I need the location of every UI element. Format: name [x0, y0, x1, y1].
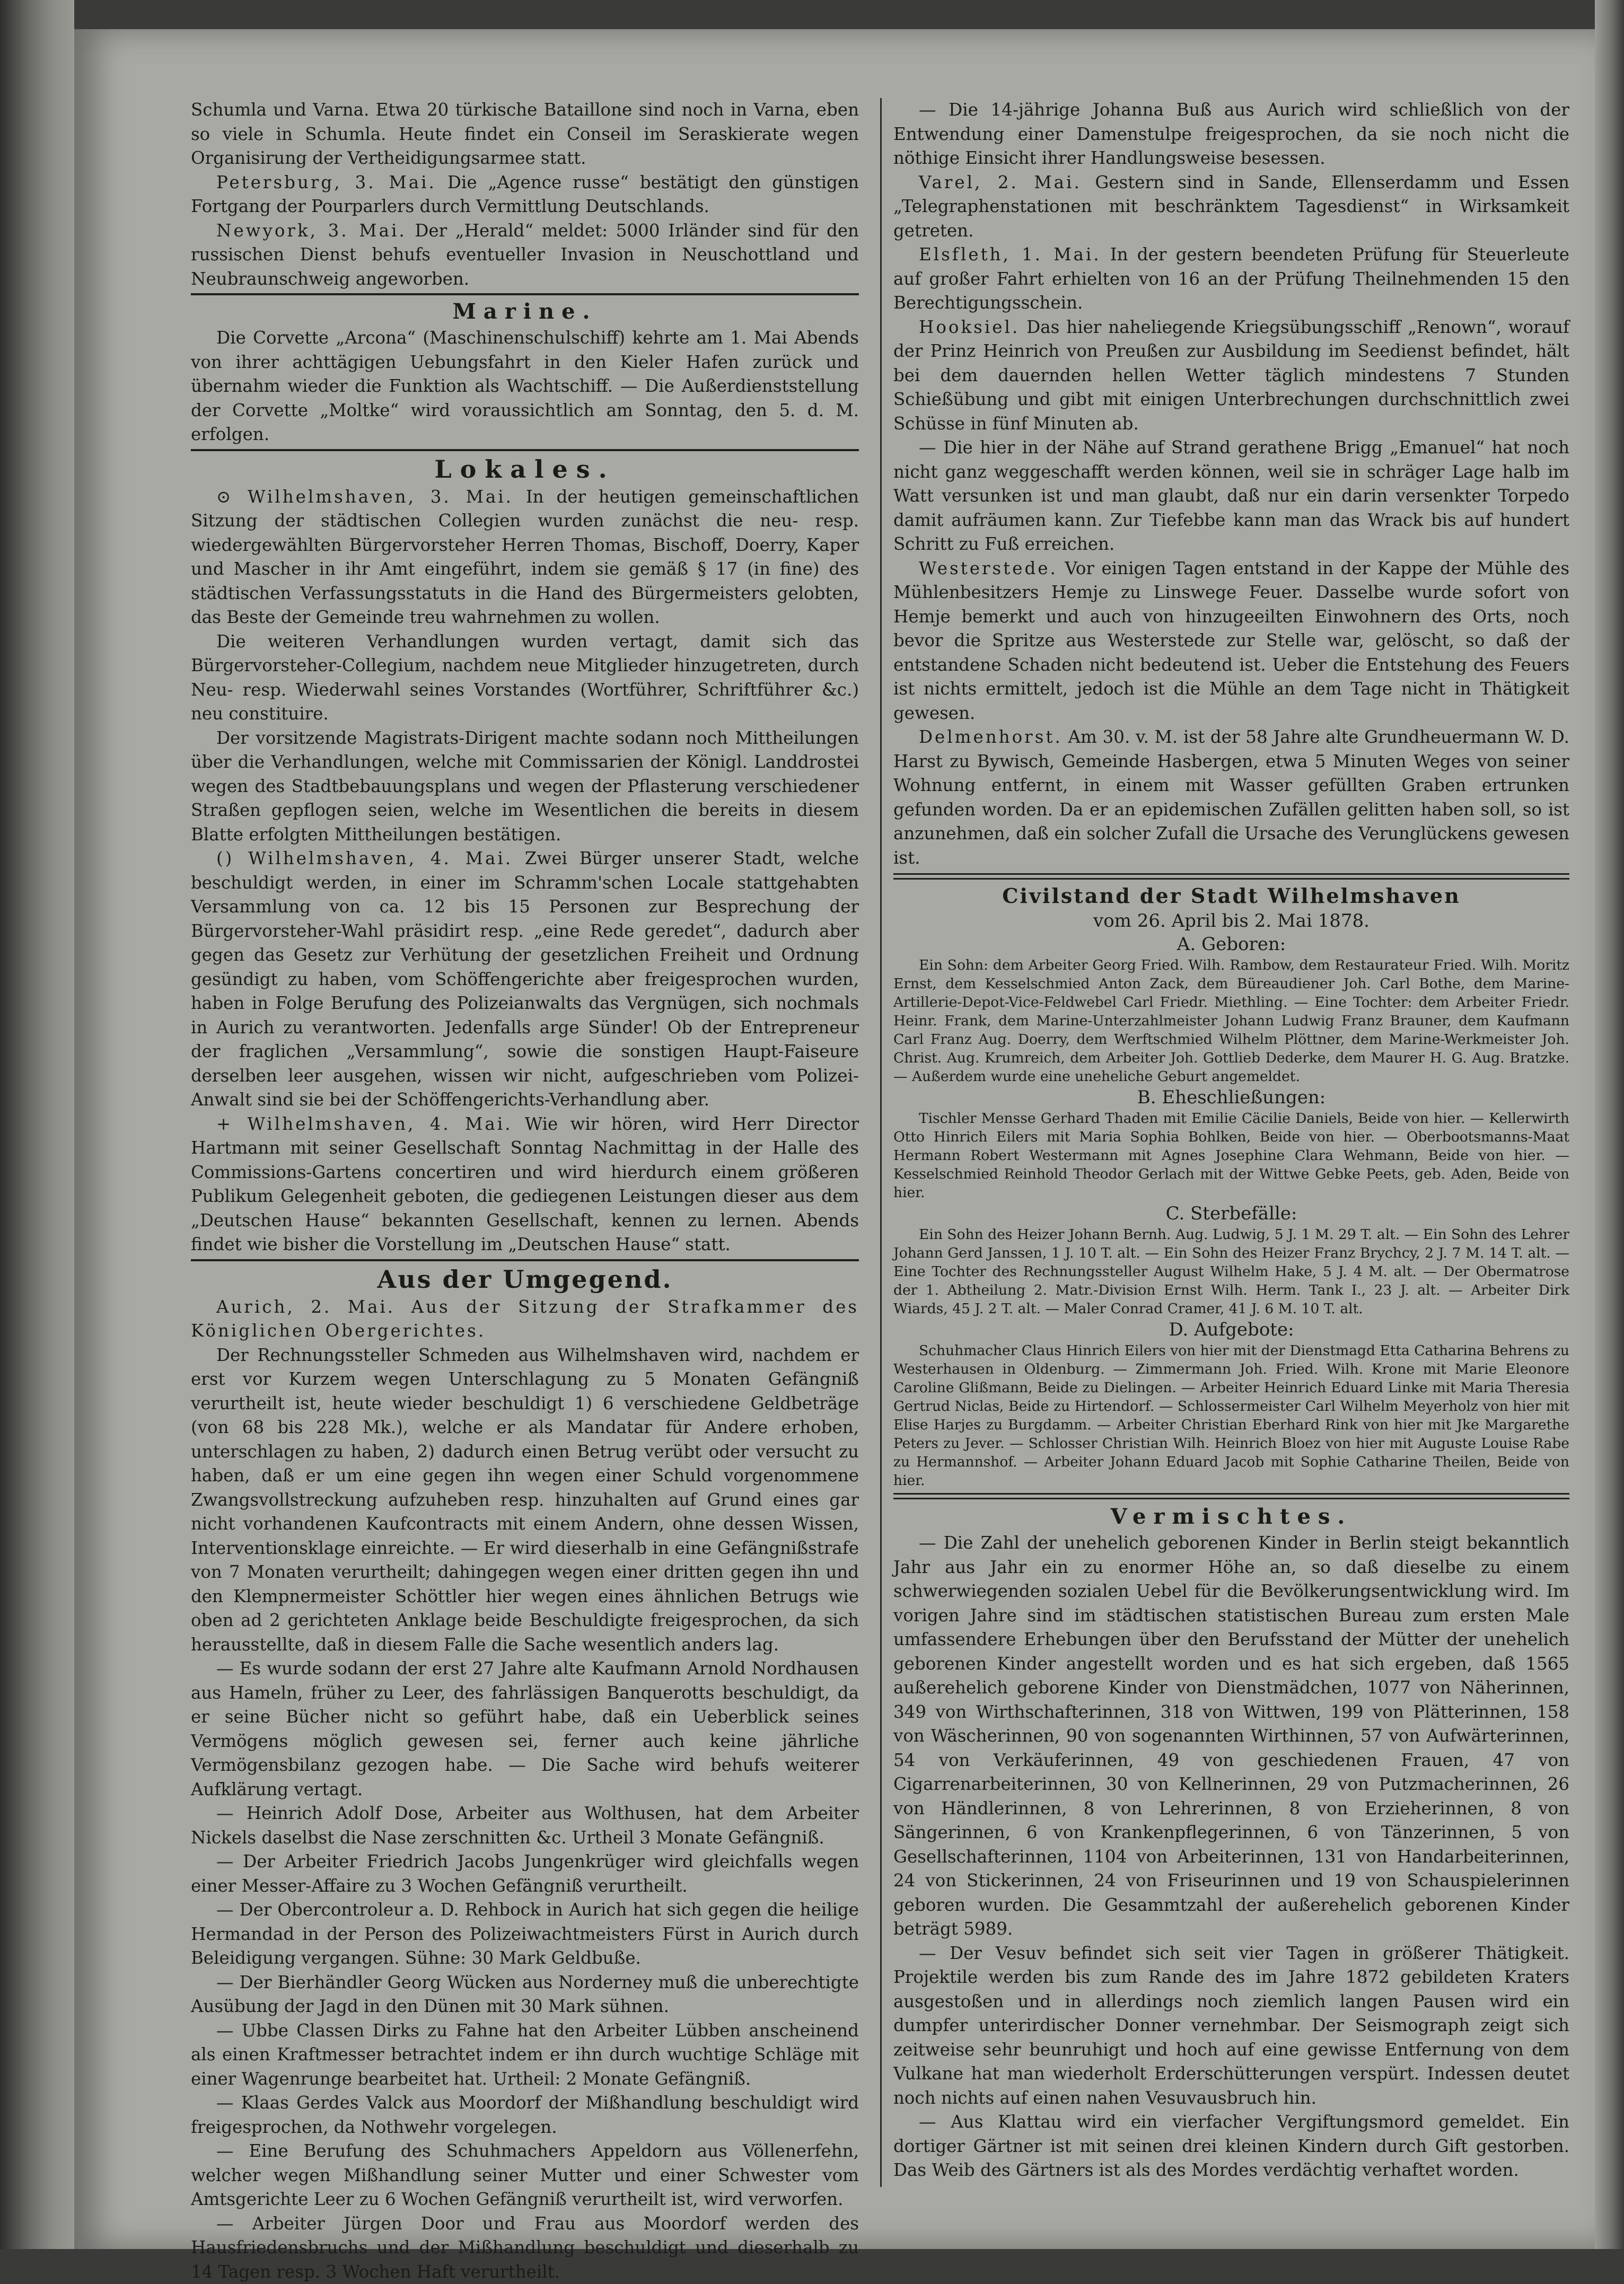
article-paragraph	[191, 1112, 859, 1257]
section-rule	[893, 873, 1569, 880]
article-paragraph: — Heinrich Adolf Dose, Arbeiter aus Wolthusen, hat dem Arbeiter Nickels daselbst die Nase zerschnitten &c. Urtheil 3 Monate Gefängniß.	[191, 1802, 859, 1850]
article-paragraph	[893, 171, 1569, 243]
article-text: In der heutigen gemeinschaftlichen Sitzung der städtischen Collegien wurden zunächst die neu- resp. wiedergewählten Bürgervorsteher Herren Thomas, Bischoff, Doerry, Kaper und Mascher in ihr Amt eingeführt, indem sie gemäß § 17 (in fine) des städtischen Verfassungsstatuts in die Hand des Bürgermeisters gelobten, das Beste der Gemeinde treu wahrnehmen zu wollen.	[191, 487, 859, 628]
section-heading-umgegend: Aus der Umgegend.	[191, 1263, 859, 1295]
dateline: Hooksiel.	[919, 317, 1020, 337]
dateline: Aurich, 2. Mai.	[216, 1297, 395, 1317]
article-text: Aus der Sitzung der Strafkammer des Königlichen Obergerichtes.	[191, 1297, 859, 1341]
right-column	[893, 98, 1569, 2183]
civil-subheading-banns: D. Aufgebote:	[893, 1318, 1569, 1341]
section-heading-marine: Marine.	[191, 297, 859, 326]
article-paragraph: Der Rechnungssteller Schmeden aus Wilhelmshaven wird, nachdem er erst vor Kurzem wegen Unterschlagung zu 5 Monaten Gefängniß verurtheilt ist, heute wieder beschuldigt 1) 6 verschiedene Geldbeträge (von 68 bis 228 Mk.), welche er als Mandatar für Andere erhoben, unterschlagen zu haben, 2) dadurch einen Betrug verübt oder versucht zu haben, daß er um eine gegen ihn wegen einer Schuld vorgenommene Zwangsvollstreckung aufzuheben resp. hinzuhalten auf Grund eines gar nicht vorhandenen Kaufcontracts mit einem Andern, ohne dessen Wissen, Interventionsklage einreichte. — Er wird dieserhalb in eine Gefängnißstrafe von 7 Monaten verurtheilt; dahingegen wegen einer dritten gegen ihn und den Klempnermeister Schöttler hier wegen eines ähnlichen Betrugs wie oben ad 2 gerichteten Anklage beide Beschuldigte freigesprochen, da sich herausstellte, daß in diesem Falle die Sache wesentlich anders lag.	[191, 1343, 859, 1657]
article-paragraph	[893, 725, 1569, 870]
article-paragraph: — Der Vesuv befindet sich seit vier Tagen in größerer Thätigkeit. Projektile werden bis zum Rande des im Jahre 1872 gebildeten Kraters ausgestoßen und in allerdings noch ziemlich langen Pausen wird ein dumpfer unterirdischer Donner vernehmbar. Der Seismograph zeigt sich zeitweise sehr beunruhigt und hoch auf eine gewisse Entfernung von dem Vulkane hat man wiederholt Erderschütterungen verspürt. Indessen deutet noch nichts auf einen nahen Vesuvausbruch hin.	[893, 1942, 1569, 2111]
section-heading-vermischtes: Vermischtes.	[893, 1503, 1569, 1531]
article-paragraph: Die Corvette „Arcona“ (Maschinenschulschiff) kehrte am 1. Mai Abends von ihrer achttägigen Uebungsfahrt in den Kieler Hafen zurück und übernahm wieder die Funktion als Wachtschiff. — Die Außerdienststellung der Corvette „Moltke“ wird voraussichtlich am Sonntag, den 5. d. M. erfolgen.	[191, 326, 859, 447]
article-paragraph: — Aus Klattau wird ein vierfacher Vergiftungsmord gemeldet. Ein dortiger Gärtner ist mit seinen drei kleinen Kindern durch Gift gestorben. Das Weib des Gärtners ist als des Mordes verdächtig verhaftet worden.	[893, 2110, 1569, 2183]
civil-entry-text: Ein Sohn des Heizer Johann Bernh. Aug. Ludwig, 5 J. 1 M. 29 T. alt. — Ein Sohn des Lehrer Johann Gerd Janssen, 1 J. 10 T. alt. — Ein Sohn des Heizer Franz Brychcy, 2 J. 7 M. 14 T. alt. — Eine Tochter des Rechnungssteller August Wilhelm Hake, 5 J. 4 M. alt. — Der Obermatrose der 1. Abtheilung 2. Matr.-Division Ernst Wilh. Herm. Tank I., 23 J. alt. — Arbeiter Dirk Wiards, 45 J. 2 T. alt. — Maler Conrad Cramer, 41 J. 6 M. 10 T. alt.	[893, 1225, 1569, 1318]
dateline: Petersburg, 3. Mai.	[216, 172, 436, 192]
article-text: Der „Herald“ meldet: 5000 Irländer sind für den russischen Dienst behufs eventueller Invasion in Neuschottland und Neubraunschweig angeworben.	[191, 221, 859, 289]
dateline: Elsfleth, 1. Mai.	[919, 244, 1101, 265]
article-paragraph: — Der Arbeiter Friedrich Jacobs Jungenkrüger wird gleichfalls wegen einer Messer-Affaire zu 3 Wochen Gefängniß verurtheilt.	[191, 1850, 859, 1898]
article-paragraph	[893, 315, 1569, 436]
article-text: In der gestern beendeten Prüfung für Steuerleute auf großer Fahrt erhielten von 16 an der Prüfung Theilnehmenden 15 den Berechtigungsschein.	[893, 244, 1569, 313]
article-paragraph	[191, 171, 859, 219]
article-text: Gestern sind in Sande, Ellenserdamm und Essen „Telegraphenstationen mit beschränktem Tagesdienst“ in Wirksamkeit getreten.	[893, 172, 1569, 241]
article-paragraph: Schumla und Varna. Etwa 20 türkische Bataillone sind noch in Varna, eben so viele in Schumla. Heute findet ein Conseil im Seraskierate wegen Organisirung der Vertheidigungsarmee statt.	[191, 98, 859, 171]
article-paragraph: — Klaas Gerdes Valck aus Moordorf der Mißhandlung beschuldigt wird freigesprochen, da Nothwehr vorgelegen.	[191, 2091, 859, 2139]
left-column	[191, 98, 859, 2284]
article-paragraph	[191, 219, 859, 292]
article-text: Das hier naheliegende Kriegsübungsschiff „Renown“, worauf der Prinz Heinrich von Preußen zur Ausbildung im Seedienst befindet, hält bei dem dauernden hellen Wetter täglich mindestens 7 Stunden Schießübung und gibt mit einigen Unterbrechungen durchschnittlich zwei Schüsse in fünf Minuten ab.	[893, 317, 1569, 434]
dateline: + Wilhelmshaven, 4. Mai.	[216, 1114, 512, 1134]
dateline: Delmenhorst.	[919, 727, 1063, 747]
newspaper-page	[74, 29, 1595, 2249]
column-rule	[880, 98, 882, 2187]
section-rule	[191, 293, 859, 295]
civil-entry-text: Tischler Mensse Gerhard Thaden mit Emilie Cäcilie Daniels, Beide von hier. — Kellerwirth Otto Hinrich Eilers mit Maria Sophia Bohlken, Beide von hier. — Oberbootsmanns-Maat Hermann Robert Westermann mit Agnes Josephine Clara Wehmann, Beide von hier. — Kesselschmied Reinhold Theodor Gerlach mit der Wittwe Gebke Peets, geb. Aden, Beide von hier.	[893, 1109, 1569, 1202]
civil-subheading-deaths: C. Sterbefälle:	[893, 1202, 1569, 1225]
article-paragraph	[893, 243, 1569, 315]
civil-entry-text: Schuhmacher Claus Hinrich Eilers von hier mit der Dienstmagd Etta Catharina Behrens zu Westerhausen in Oldenburg. — Zimmermann Joh. Fried. Wilh. Krone mit Marie Eleonore Caroline Glißmann, Beide zu Dielingen. — Arbeiter Heinrich Eduard Linke mit Maria Theresia Gertrud Niclas, Beide zu Hirtendorf. — Schlossermeister Carl Wilhelm Meyerholz von hier mit Elise Harjes zu Burgdamm. — Arbeiter Christian Eberhard Rink von hier mit Jke Margarethe Peters zu Jever. — Schlosser Christian Wilh. Heinrich Bloez von hier mit Auguste Louise Rabe zu Hermannshof. — Arbeiter Johann Eduard Jacob mit Sophie Catharine Theilen, Beide von hier.	[893, 1341, 1569, 1490]
civil-entry-text: Ein Sohn: dem Arbeiter Georg Fried. Wilh. Rambow, dem Restaurateur Fried. Wilh. Moritz Ernst, dem Kesselschmied Anton Zack, dem Büreaudiener Joh. Carl Bothe, dem Marine-Artillerie-Depot-Vice-Feldwebel Carl Friedr. Miethling. — Eine Tochter: dem Arbeiter Friedr. Heinr. Frank, dem Marine-Unterzahlmeister Johann Ludwig Franz Brauner, dem Kaufmann Carl Franz Aug. Doerry, dem Werftschmied Wilhelm Plöttner, dem Marine-Werkmeister Joh. Christ. Aug. Krumreich, dem Arbeiter Joh. Gottlieb Dederke, dem Maurer H. G. Aug. Bratzke. — Außerdem wurde eine uneheliche Geburt angemeldet.	[893, 956, 1569, 1086]
section-rule	[191, 1259, 859, 1261]
article-paragraph: — Arbeiter Jürgen Door und Frau aus Moordorf werden des Hausfriedensbruchs und der Mißhandlung beschuldigt und dieserhalb zu 14 Tagen resp. 3 Wochen Haft verurtheilt.	[191, 2212, 859, 2284]
section-rule	[893, 1493, 1569, 1499]
article-paragraph: — Der Obercontroleur a. D. Rehbock in Aurich hat sich gegen die heilige Hermandad in der Person des Polizeiwachtmeisters Fürst in Aurich durch Beleidigung vergangen. Sühne: 30 Mark Geldbuße.	[191, 1898, 859, 1971]
article-paragraph: — Die Zahl der unehelich geborenen Kinder in Berlin steigt bekanntlich Jahr aus Jahr ein zu enormer Höhe an, so daß dieselbe zu einem schwerwiegenden sozialen Uebel für die Bevölkerungsentwicklung wird. Im vorigen Jahre sind im städtischen statistischen Bureau zum ersten Male umfassendere Erhebungen über den Berufsstand der Mütter der unehelich geborenen Kinder angestellt worden und es hat sich ergeben, daß 1565 außerehelich geborene Kinder von Dienstmädchen, 1077 von Näherinnen, 349 von Wirthschafterinnen, 318 von Wittwen, 199 von Plätterinnen, 158 von Wäscherinnen, 90 von sogenannten Wirthinnen, 57 von Aufwärterinnen, 54 von Verkäuferinnen, 49 von geschiedenen Frauen, 47 von Cigarrenarbeiterinnen, 30 von Kellnerinnen, 29 von Putzmacherinnen, 26 von Händlerinnen, 8 von Lehrerinnen, 8 von Erzieherinnen, 8 von Sängerinnen, 6 von Krankenpflegerinnen, 6 von Tänzerinnen, 5 von Gesellschafterinnen, 1104 von Arbeiterinnen, 131 von Handarbeiterinnen, 24 von Stickerinnen, 24 von Friseurinnen und 19 von Schauspielerinnen geboren wurden. Die Gesammtzahl der außerehelich geborenen Kinder beträgt 5989.	[893, 1531, 1569, 1942]
article-paragraph	[191, 1295, 859, 1343]
article-paragraph: — Der Bierhändler Georg Wücken aus Norderney muß die unberechtigte Ausübung der Jagd in den Dünen mit 30 Mark sühnen.	[191, 1971, 859, 2019]
article-paragraph	[893, 557, 1569, 726]
dateline: Westerstede.	[919, 558, 1058, 578]
dateline: ⊙ Wilhelmshaven, 3. Mai.	[216, 487, 513, 507]
article-paragraph	[191, 847, 859, 1112]
article-paragraph: — Es wurde sodann der erst 27 Jahre alte Kaufmann Arnold Nordhausen aus Hameln, früher zu Leer, des fahrlässigen Banquerotts beschuldigt, da er seine Bücher nicht so geführt habe, daß ein Ueberblick seines Vermögens möglich gewesen sei, ferner auch keine jährliche Vermögensbilanz gezogen habe. — Die Sache wird behufs weiterer Aufklärung vertagt.	[191, 1657, 859, 1802]
book-spine-edge	[0, 0, 74, 2249]
article-paragraph: Die weiteren Verhandlungen wurden vertagt, damit sich das Bürgervorsteher-Collegium, nachdem neue Mitglieder hinzugetreten, durch Neu- resp. Wiederwahl seines Vorstandes (Wortführer, Schriftführer &c.) neu constituire.	[191, 630, 859, 726]
civil-subheading-marriages: B. Eheschließungen:	[893, 1086, 1569, 1109]
article-paragraph	[191, 485, 859, 630]
article-text: Zwei Bürger unserer Stadt, welche beschuldigt werden, in einer im Schramm'schen Locale stattgehabten Versammlung von ca. 12 bis 15 Personen zur Besprechung der Bürgervorsteher-Wahl präsidirt resp. „eine Rede geredet“, dadurch aber gegen das Gesetz zur Verhütung der gesetzlichen Freiheit und Ordnung gesündigt zu haben, vom Schöffengerichte aber freigesprochen wurden, haben in Folge Berufung des Polizeianwalts das Vergnügen, sich nochmals in Aurich zu verantworten. Jedenfalls arge Sünder! Ob der Entrepreneur der fraglichen „Versammlung“, sowie die sonstigen Haupt-Faiseure derselben leer ausgehen, wissen wir nicht, aufgeschrieben vom Polizei-Anwalt sind sie bei der Schöffengerichts-Verhandlung aber.	[191, 848, 859, 1110]
article-text: Vor einigen Tagen entstand in der Kappe der Mühle des Mühlenbesitzers Hemje zu Linswege Feuer. Dasselbe wurde sofort von Hemje bemerkt und auch von hinzugeeilten Einwohnern des Orts, noch bevor die Spritze aus Westerstede zur Stelle war, gelöscht, so daß der entstandene Schaden nicht bedeutend ist. Ueber die Entstehung des Feuers ist nichts ermittelt, jedoch ist die Mühle an dem Tage nicht in Thätigkeit gewesen.	[893, 558, 1569, 723]
article-text: Die „Agence russe“ bestätigt den günstigen Fortgang der Pourparlers durch Vermittlung Deutschlands.	[191, 172, 859, 217]
civil-subheading-births: A. Geboren:	[893, 933, 1569, 956]
article-paragraph: — Die hier in der Nähe auf Strand gerathene Brigg „Emanuel“ hat noch nicht ganz weggeschafft werden können, weil sie in schräger Lage halb im Watt versunken ist und man glaubt, daß nur ein darin versenkter Torpedo damit aufräumen kann. Zur Tiefebbe kann man das Wrack bis auf hundert Schritt zu Fuß erreichen.	[893, 436, 1569, 557]
article-paragraph: — Ubbe Classen Dirks zu Fahne hat den Arbeiter Lübben anscheinend als einen Kraftmesser betrachtet indem er ihn durch wuchtige Schläge mit einer Wagenrunge bearbeitet hat. Urtheil: 2 Monate Gefängniß.	[191, 2019, 859, 2092]
article-paragraph: Der vorsitzende Magistrats-Dirigent machte sodann noch Mittheilungen über die Verhandlungen, welche mit Commissarien der Königl. Landdrostei wegen des Stadtbebauungsplans und wegen der Pflasterung verschiedener Straßen gepflogen seien, welche im Wesentlichen die bereits in diesem Blatte erfolgten Mittheilungen bestätigen.	[191, 726, 859, 847]
section-heading-lokales: Lokales.	[191, 453, 859, 485]
page-edge-right	[1595, 0, 1624, 2249]
dateline: Varel, 2. Mai.	[919, 172, 1082, 192]
article-text: Wie wir hören, wird Herr Director Hartmann mit seiner Gesellschaft Sonntag Nachmittag in der Halle des Commissions-Gartens concertiren und wird hierdurch einem größeren Publikum Gelegenheit geboten, die gediegenen Leistungen dieser aus dem „Deutschen Hause“ bekannten Gesellschaft, kennen zu lernen. Abends findet wie bisher die Vorstellung im „Deutschen Hause“ statt.	[191, 1114, 859, 1255]
dateline: () Wilhelmshaven, 4. Mai.	[216, 848, 513, 868]
civil-register-period: vom 26. April bis 2. Mai 1878.	[893, 909, 1569, 933]
article-text: Am 30. v. M. ist der 58 Jahre alte Grundheuermann W. D. Harst zu Bywisch, Gemeinde Hasbergen, etwa 5 Minuten Weges von seiner Wohnung entfernt, in einem mit Wasser gefüllten Graben ertrunken gefunden worden. Da er an epidemischen Zufällen gelitten haben soll, so ist anzunehmen, daß ein solcher Zufall die Ursache des Verunglückens gewesen ist.	[893, 727, 1569, 868]
article-paragraph: — Eine Berufung des Schuhmachers Appeldorn aus Völlenerfehn, welcher wegen Mißhandlung seiner Mutter und einer Schwester vom Amtsgerichte Leer zu 6 Wochen Gefängniß verurtheilt ist, wird verworfen.	[191, 2139, 859, 2212]
section-rule	[191, 449, 859, 451]
article-paragraph: — Die 14-jährige Johanna Buß aus Aurich wird schließlich von der Entwendung einer Damenstulpe freigesprochen, da sie noch nicht die nöthige Einsicht ihrer Handlungsweise besessen.	[893, 98, 1569, 171]
civil-register-title: Civilstand der Stadt Wilhelmshaven	[893, 883, 1569, 909]
dateline: Newyork, 3. Mai.	[216, 221, 407, 241]
